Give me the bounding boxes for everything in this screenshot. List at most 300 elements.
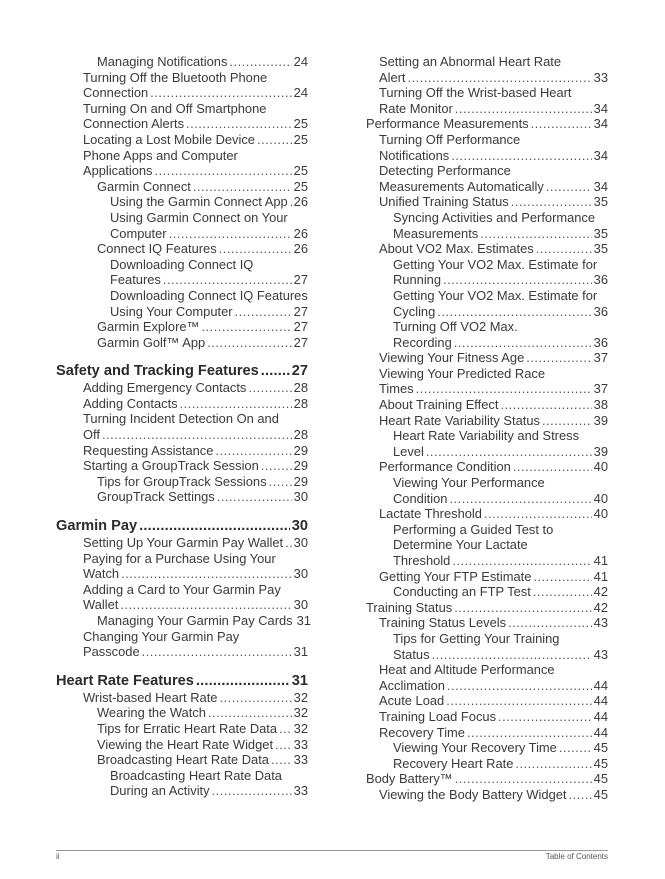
dot-leader [526, 350, 591, 366]
toc-page-number: 31 [296, 613, 311, 628]
dot-leader [120, 597, 291, 613]
toc-entry[interactable] [366, 631, 608, 662]
dot-leader [452, 553, 591, 569]
dot-leader [269, 474, 292, 490]
toc-entry-line [83, 132, 308, 148]
dot-leader [500, 397, 591, 413]
dot-leader [447, 678, 592, 694]
toc-entry-text: Heat and Altitude Performance [379, 662, 555, 678]
dot-leader [515, 756, 591, 772]
toc-entry[interactable] [56, 380, 308, 396]
toc-entry-text: Setting Up Your Garmin Pay Wallet [83, 535, 284, 551]
toc-entry-line [97, 335, 308, 351]
dot-leader [212, 783, 292, 799]
toc-entry-text: Times [379, 381, 414, 397]
dot-leader [139, 517, 290, 535]
toc-entry-line [97, 474, 308, 490]
toc-page-number: 39 [593, 412, 608, 428]
toc-page-number: 39 [593, 443, 608, 459]
toc-entry-text: Getting Your VO2 Max. Estimate for [393, 287, 598, 303]
toc-entry-text: Performing a Guided Test to [393, 521, 554, 537]
toc-entry-line [83, 535, 308, 551]
toc-entry-line [56, 517, 308, 535]
toc-entry-line [366, 116, 608, 132]
toc-page-number: 29 [293, 458, 308, 474]
toc-page-number: 28 [293, 380, 308, 396]
toc-entry[interactable] [366, 428, 608, 459]
toc-entry-text: Turning On and Off Smartphone [83, 100, 267, 116]
toc-section-heading[interactable] [56, 362, 308, 380]
toc-entry-line [393, 226, 608, 242]
toc-entry[interactable] [56, 319, 308, 335]
toc-entry[interactable] [366, 366, 608, 397]
toc-entry-line [379, 350, 608, 366]
toc-entry-text: Acclimation [379, 677, 445, 693]
toc-entry[interactable] [56, 458, 308, 474]
toc-entry-text: Heart Rate Variability and Stress [393, 428, 580, 444]
toc-entry[interactable] [366, 85, 608, 116]
toc-page-number: 28 [293, 427, 308, 443]
toc-entry-line [393, 304, 608, 320]
dot-leader [443, 272, 592, 288]
toc-entry-text: Viewing Your Recovery Time [393, 740, 557, 756]
toc-entry-text: Detecting Performance [379, 163, 511, 179]
toc-entry-text: Setting an Abnormal Heart Rate [379, 54, 562, 69]
toc-page-number: 35 [593, 194, 608, 210]
toc-page-number: 34 [593, 116, 608, 132]
toc-entry-text: Recovery Time [379, 724, 465, 740]
toc-entry[interactable] [366, 257, 608, 288]
toc-page-number: 37 [593, 381, 608, 397]
toc-entry[interactable] [366, 163, 608, 194]
toc-page-number: 26 [293, 225, 308, 241]
toc-entry-line [379, 506, 608, 522]
toc-page-number: 24 [293, 54, 308, 69]
dot-leader [201, 319, 291, 335]
toc-entry-line [110, 226, 308, 242]
toc-entry[interactable] [366, 756, 608, 772]
dot-leader [186, 116, 292, 132]
toc-entry-text: Garmin Golf™ App [97, 334, 206, 350]
toc-entry[interactable] [366, 413, 608, 429]
dot-leader [102, 427, 292, 443]
footer-rule [56, 850, 608, 851]
dot-leader [275, 737, 292, 753]
toc-page-number: 34 [593, 178, 608, 194]
toc-entry-text: Off [83, 427, 100, 443]
toc-entry[interactable] [366, 709, 608, 725]
toc-entry-text: Broadcasting Heart Rate Data [110, 767, 282, 783]
toc-entry[interactable] [366, 740, 608, 756]
dot-leader [498, 709, 592, 725]
toc-entry-text: Performance Measurements [366, 116, 529, 132]
toc-page-number: 31 [293, 644, 308, 660]
toc-entry-text: Tips for GroupTrack Sessions [97, 473, 267, 489]
dot-leader [451, 148, 591, 164]
toc-entry-text: Adding Contacts [83, 395, 178, 411]
toc-entry-line [97, 489, 308, 505]
toc-entry[interactable] [366, 662, 608, 693]
toc-page-number: 37 [593, 350, 608, 366]
toc-entry-line [97, 613, 311, 629]
toc-entry[interactable] [56, 335, 308, 351]
toc-entry[interactable] [366, 350, 608, 366]
toc-entry-text: Turning Incident Detection On and [83, 411, 279, 427]
toc-page-number: 27 [291, 363, 308, 380]
toc-entry-text: Downloading Connect IQ Features [110, 287, 308, 303]
toc-entry[interactable] [366, 132, 608, 163]
dot-leader [569, 787, 592, 803]
toc-entry-text: Viewing the Heart Rate Widget [97, 736, 274, 752]
toc-entry-text: Determine Your Lactate [393, 537, 528, 553]
dot-leader [121, 566, 292, 582]
toc-page-number: 42 [593, 584, 608, 600]
dot-leader [235, 304, 292, 320]
toc-page-number: 27 [293, 272, 308, 288]
dot-leader [207, 335, 291, 351]
toc-entry-text: Connect IQ Features [97, 241, 217, 257]
toc-page-number: 41 [593, 553, 608, 568]
toc-page-number: 30 [293, 535, 308, 551]
dot-leader [163, 272, 292, 288]
toc-entry[interactable] [56, 737, 308, 753]
dot-leader [432, 647, 592, 663]
toc-page-number: 34 [593, 147, 608, 163]
toc-entry-line [110, 272, 308, 288]
toc-page-number: 33 [593, 69, 608, 85]
toc-entry[interactable] [56, 148, 308, 179]
toc-page-number: 25 [293, 131, 308, 147]
toc-entry[interactable] [56, 101, 308, 132]
toc-entry-text: GroupTrack Settings [97, 489, 215, 505]
dot-leader [484, 506, 592, 522]
toc-entry-text: Training Status Levels [379, 615, 507, 631]
toc-entry-line [393, 491, 608, 507]
dot-leader [513, 459, 592, 475]
toc-entry-text: Recording [393, 334, 452, 350]
toc-entry-line [366, 600, 608, 616]
toc-entry-line [83, 566, 308, 582]
toc-page-number: 38 [593, 397, 608, 413]
dot-leader [196, 672, 290, 690]
dot-leader [455, 771, 592, 787]
toc-page-number: 30 [291, 518, 308, 535]
toc-entry-line [83, 644, 308, 660]
toc-entry-text: Passcode [83, 644, 140, 660]
toc-entry[interactable] [56, 721, 308, 737]
dot-leader [408, 70, 592, 86]
toc-page-number: 25 [293, 116, 308, 132]
toc-page-number: 35 [593, 241, 608, 257]
toc-entry[interactable] [366, 787, 608, 803]
toc-page-number: 31 [291, 672, 308, 689]
dot-leader [455, 101, 592, 117]
toc-entry[interactable] [56, 132, 308, 148]
toc-entry-line [97, 319, 308, 335]
toc-entry-text: Using the Garmin Connect App [110, 194, 288, 210]
toc-page-number: 36 [593, 334, 608, 350]
dot-leader [217, 489, 292, 505]
dot-leader [169, 226, 292, 242]
toc-entry-text: Paying for a Purchase Using Your [83, 550, 276, 566]
toc-entry-text: Tips for Getting Your Training [393, 630, 560, 646]
toc-entry[interactable] [366, 615, 608, 631]
toc-entry[interactable] [56, 54, 308, 70]
toc-entry-line [379, 693, 608, 709]
toc-entry[interactable] [366, 194, 608, 210]
toc-entry[interactable] [56, 474, 308, 490]
toc-entry-line [393, 756, 608, 772]
toc-entry-text: Acute Load [379, 693, 445, 709]
toc-entry-text: Heart Rate Features [56, 672, 194, 689]
toc-entry[interactable] [366, 600, 608, 616]
toc-page-number: 40 [593, 490, 608, 506]
dot-leader [248, 380, 291, 396]
toc-entry[interactable] [56, 705, 308, 721]
toc-entry-text: Training Load Focus [379, 708, 497, 724]
toc-entry-line [97, 705, 308, 721]
dot-leader [416, 381, 592, 397]
toc-page-number: 43 [593, 615, 608, 631]
dot-leader [193, 179, 292, 195]
toc-entry-text: Connection [83, 85, 149, 101]
toc-entry[interactable] [56, 70, 308, 101]
toc-entry[interactable] [366, 771, 608, 787]
toc-entry-text: Unified Training Status [379, 194, 509, 210]
toc-entry-line [379, 241, 608, 257]
toc-page-number: 45 [593, 755, 608, 771]
dot-leader [437, 304, 591, 320]
toc-entry-text: Turning Off the Wrist-based Heart [379, 85, 572, 101]
toc-entry-line [97, 721, 308, 737]
footer-title: Table of Contents [545, 852, 608, 861]
dot-leader [426, 444, 592, 460]
page-number: ii [56, 852, 60, 861]
toc-entry-text: Watch [83, 566, 120, 582]
toc-entry-line [56, 672, 308, 690]
toc-entry-line [83, 396, 308, 412]
toc-entry-text: Viewing Your Performance [393, 475, 545, 491]
toc-entry-line [83, 85, 308, 101]
toc-entry[interactable] [56, 690, 308, 706]
dot-leader [142, 644, 292, 660]
toc-entry[interactable] [56, 241, 308, 257]
dot-leader [215, 443, 291, 459]
toc-entry-text: Using Your Computer [110, 303, 233, 319]
toc-page-number: 27 [293, 303, 308, 319]
toc-entry[interactable] [366, 506, 608, 522]
toc-entry-line [379, 569, 608, 585]
toc-entry[interactable] [366, 522, 608, 569]
toc-page-number: 42 [593, 599, 608, 615]
toc-entry[interactable] [366, 116, 608, 132]
dot-leader [180, 396, 292, 412]
toc-entry-text: Changing Your Garmin Pay [83, 628, 240, 644]
toc-entry-text: Turning Off the Bluetooth Phone [83, 69, 268, 85]
toc-entry[interactable] [366, 397, 608, 413]
toc-entry-text: Measurements [393, 225, 479, 241]
toc-entry-text: Broadcasting Heart Rate Data [97, 752, 269, 768]
toc-column-right [366, 54, 616, 803]
dot-leader [229, 54, 291, 70]
toc-entry-line [379, 381, 608, 397]
toc-entry-text: During an Activity [110, 783, 210, 799]
toc-page-number: 40 [593, 459, 608, 475]
toc-page-number: 30 [293, 489, 308, 505]
toc-entry-line [379, 725, 608, 741]
toc-page-number: 24 [293, 85, 308, 101]
toc-entry-line [97, 241, 308, 257]
toc-page-number: 40 [593, 506, 608, 522]
toc-entry[interactable] [56, 613, 311, 629]
toc-entry-text: Training Status [366, 599, 453, 615]
toc-entry-text: About VO2 Max. Estimates [379, 241, 534, 257]
dot-leader [449, 491, 591, 507]
toc-entry-text: About Training Effect [379, 397, 499, 413]
toc-entry[interactable] [366, 241, 608, 257]
toc-page-number: 28 [293, 395, 308, 411]
toc-entry-text: Viewing Your Predicted Race [379, 365, 546, 381]
toc-entry[interactable] [366, 569, 608, 585]
toc-entry-text: Status [393, 646, 430, 662]
dot-leader [480, 226, 591, 242]
toc-entry[interactable] [56, 535, 308, 551]
dot-leader [446, 693, 591, 709]
toc-entry[interactable] [366, 475, 608, 506]
toc-entry-line [393, 740, 608, 756]
toc-entry-line [393, 647, 608, 663]
toc-page-number: 44 [593, 708, 608, 724]
toc-section-heading[interactable] [56, 672, 308, 690]
toc-entry-line [379, 101, 608, 117]
toc-entry[interactable] [56, 210, 308, 241]
toc-entry[interactable] [366, 54, 608, 85]
toc-page-number: 25 [293, 178, 308, 194]
toc-page-number: 35 [593, 225, 608, 241]
toc-section-heading[interactable] [56, 517, 308, 535]
toc-entry-text: Getting Your FTP Estimate [379, 568, 532, 584]
toc-entry-text: Locating a Lost Mobile Device [83, 131, 255, 147]
dot-leader [290, 194, 292, 210]
toc-entry-text: Tips for Erratic Heart Rate Data [97, 720, 278, 736]
toc-entry[interactable] [56, 194, 308, 210]
toc-entry[interactable] [56, 396, 308, 412]
toc-entry-text: Adding Emergency Contacts [83, 380, 247, 396]
toc-entry[interactable] [56, 551, 308, 582]
toc-entry-text: Viewing the Body Battery Widget [379, 786, 567, 802]
dot-leader [261, 458, 292, 474]
toc-entry-line [393, 272, 608, 288]
toc-entry[interactable] [56, 768, 308, 799]
toc-column-left [56, 54, 311, 799]
toc-entry-text: Recovery Heart Rate [393, 755, 514, 771]
toc-entry-line [83, 380, 308, 396]
toc-entry[interactable] [366, 459, 608, 475]
toc-entry[interactable] [366, 288, 608, 319]
toc-entry[interactable] [56, 752, 308, 768]
dot-leader [279, 721, 292, 737]
toc-page-number: 32 [293, 689, 308, 705]
toc-page-number: 29 [293, 442, 308, 458]
toc-entry[interactable] [56, 582, 308, 613]
toc-entry-text: Wrist-based Heart Rate [83, 689, 218, 705]
toc-entry-text: Garmin Explore™ [97, 319, 200, 335]
dot-leader [536, 241, 592, 257]
toc-entry[interactable] [56, 288, 308, 319]
toc-entry-line [379, 678, 608, 694]
toc-entry-line [393, 553, 608, 569]
toc-entry-line [379, 787, 608, 803]
toc-entry-text: Notifications [379, 147, 450, 163]
toc-page-number: 44 [593, 724, 608, 740]
toc-entry-text: Garmin Connect [97, 178, 191, 194]
toc-entry[interactable] [366, 693, 608, 709]
toc-entry-line [379, 615, 608, 631]
toc-entry[interactable] [366, 319, 608, 350]
toc-entry-line [110, 783, 308, 799]
toc-entry-line [97, 179, 308, 195]
dot-leader [150, 85, 291, 101]
toc-entry-line [83, 597, 308, 613]
toc-entry[interactable] [56, 489, 308, 505]
toc-page-number: 29 [293, 473, 308, 489]
toc-entry-text: Running [393, 272, 442, 288]
dot-leader [219, 241, 292, 257]
toc-entry-line [393, 444, 608, 460]
toc-entry-text: Rate Monitor [379, 100, 453, 116]
toc-entry-line [56, 362, 308, 380]
dot-leader [219, 690, 291, 706]
dot-leader [531, 116, 592, 132]
toc-entry-line [393, 584, 608, 600]
toc-entry[interactable] [56, 411, 308, 442]
dot-leader [454, 600, 591, 616]
toc-page-number: 36 [593, 303, 608, 319]
dot-leader [257, 132, 292, 148]
dot-leader [546, 179, 592, 195]
toc-entry-line [393, 335, 608, 351]
toc-page-number: 45 [593, 786, 608, 802]
toc-entry[interactable] [56, 257, 308, 288]
toc-entry-text: Adding a Card to Your Garmin Pay [83, 581, 281, 597]
toc-page-number: 32 [293, 705, 308, 721]
toc-entry[interactable] [366, 210, 608, 241]
toc-entry-text: Safety and Tracking Features [56, 363, 259, 380]
dot-leader [261, 362, 290, 380]
toc-entry[interactable] [56, 629, 308, 660]
toc-page-number: 27 [293, 319, 308, 335]
toc-entry-text: Lactate Threshold [379, 506, 482, 522]
dot-leader [508, 615, 592, 631]
toc-entry-line [110, 304, 308, 320]
toc-entry[interactable] [56, 179, 308, 195]
toc-entry-text: Managing Notifications [97, 54, 228, 69]
toc-entry-text: Viewing Your Fitness Age [379, 350, 525, 366]
toc-entry-line [379, 397, 608, 413]
toc-entry[interactable] [56, 443, 308, 459]
dot-leader [467, 725, 592, 741]
dot-leader [285, 535, 292, 551]
toc-entry-line [97, 737, 308, 753]
toc-page-number: 43 [593, 646, 608, 662]
toc-entry-line [366, 771, 608, 787]
toc-entry-text: Using Garmin Connect on Your [110, 209, 288, 225]
toc-entry-line [83, 427, 308, 443]
toc-entry[interactable] [366, 725, 608, 741]
toc-entry[interactable] [366, 584, 608, 600]
toc-entry-line [379, 70, 608, 86]
toc-entry-line [83, 690, 308, 706]
